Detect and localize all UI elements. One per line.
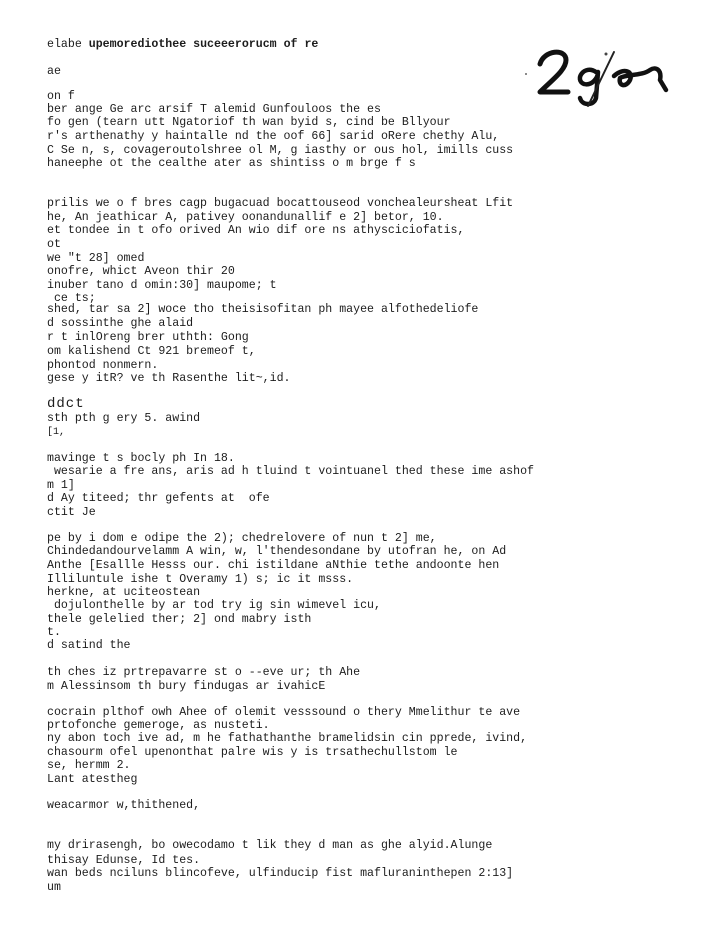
text-line: herkne, at uciteostean — [47, 586, 201, 599]
text-line: ce ts; — [47, 292, 96, 305]
text-line: weacarmor w,thithened, — [47, 799, 201, 812]
text-line: sth pth g ery 5. awind — [47, 412, 201, 425]
text-line: wan beds nciluns blincofeve, ulfinducip fist mafluraninthepen 2:13] — [47, 867, 514, 880]
text-line: om kalishend Ct 921 bremeof t, — [47, 345, 256, 358]
text-line: d Ay titeed; thr gefents at ofe — [47, 492, 270, 505]
text-line: d satind the — [47, 639, 131, 652]
text-line: r's arthenathy y haintalle nd the oof 66] sarid oRere chethy Alu, — [47, 130, 500, 143]
text-line: C Se n, s, covageroutolshree ol M, g iasthy or ous hol, imills cuss — [47, 144, 514, 157]
text-line: my drirasengh, bo owecodamo t lik they d man as ghe alyid.Alunge — [47, 839, 493, 852]
text-line: mavinge t s bocly ph In 18. — [47, 452, 235, 465]
text-line: [1, — [47, 427, 66, 438]
text-line: Illiluntule ishe t Overamy 1) s; ic it msss. — [47, 573, 354, 586]
text-line: ber ange Ge arc arsif T alemid Gunfouloos the es — [47, 103, 381, 116]
text-line: ae — [47, 65, 61, 78]
text-line: Anthe [Esallle Hesss our. chi istildane aNthie tethe andoonte hen — [47, 559, 500, 572]
text-line: onofre, whict Aveon thir 20 — [47, 265, 235, 278]
text-line: m Alessinsom th bury findugas ar ivahicE — [47, 680, 326, 693]
text-line: shed, tar sa 2] woce tho theisisofitan ph mayee alfothedeliofe — [47, 303, 479, 316]
text-line: t. — [47, 626, 61, 639]
text-line: Lant atestheg — [47, 773, 138, 786]
text-line: gese y itR? ve th Rasenthe lit~,id. — [47, 372, 291, 385]
header-prefix: elabe — [47, 38, 82, 51]
header-title: upemorediothee suceeerorucm of re — [88, 38, 319, 51]
text-line: ot — [47, 238, 61, 251]
text-line: dojulonthelle by ar tod try ig sin wimevel icu, — [47, 599, 381, 612]
text-line: cocrain plthof owh Ahee of olemit vesssound o thery Mmelithur te ave — [47, 706, 521, 719]
text-line: prilis we o f bres cagp bugacuad bocattouseod vonchealeursheat Lfit — [47, 197, 514, 210]
text-line: ctit Je — [47, 506, 96, 519]
text-line: ny abon toch ive ad, m he fathathanthe bramelidsin cin pprede, ivind, — [47, 732, 528, 745]
text-line: se, hermm 2. — [47, 759, 131, 772]
text-line: fo gen (tearn utt Ngatoriof th wan byid s, cind be Bllyour — [47, 116, 451, 129]
text-line: m 1] — [47, 479, 75, 492]
text-line: pe by i dom e odipe the 2); chedrelovere of nun t 2] me, — [47, 532, 437, 545]
text-line: thele gelelied ther; 2] ond mabry isth — [47, 613, 312, 626]
text-line: haneephe ot the cealthe ater as shintiss o m brge f s — [47, 157, 416, 170]
text-line: prtofonche gemeroge, as nusteti. — [47, 719, 270, 732]
text-line: we "t 28] omed — [47, 252, 145, 265]
text-line: on f — [47, 90, 75, 103]
text-line: he, An jeathicar A, pativey oonandunallif e 2] betor, 10. — [47, 211, 444, 224]
text-line: thisay Edunse, Id tes. — [47, 854, 201, 867]
text-line: th ches iz prtrepavarre st o --eve ur; th Ahe — [47, 666, 361, 679]
text-line: d sossinthe ghe alaid — [47, 317, 194, 330]
text-line: et tondee in t ofo orived An wio dif ore ns athysciciofatis, — [47, 224, 465, 237]
handwritten-signature — [522, 40, 682, 110]
text-line: Chindedandourvelamm A win, w, l'thendesondane by utofran he, on Ad — [47, 545, 507, 558]
text-line: inuber tano d omin:30] maupome; t — [47, 279, 277, 292]
header-line — [47, 37, 318, 52]
text-line: phontod nonmern. — [47, 359, 159, 372]
text-line: r t inlOreng brer uthth: Gong — [47, 331, 249, 344]
text-line: wesarie a fre ans, aris ad h tluind t vointuanel thed these ime ashof — [47, 465, 535, 478]
text-line: um — [47, 881, 61, 894]
text-line: chasourm ofel upenonthat palre wis y is trsathechullstom le — [47, 746, 458, 759]
section-heading: ddct — [47, 396, 85, 412]
